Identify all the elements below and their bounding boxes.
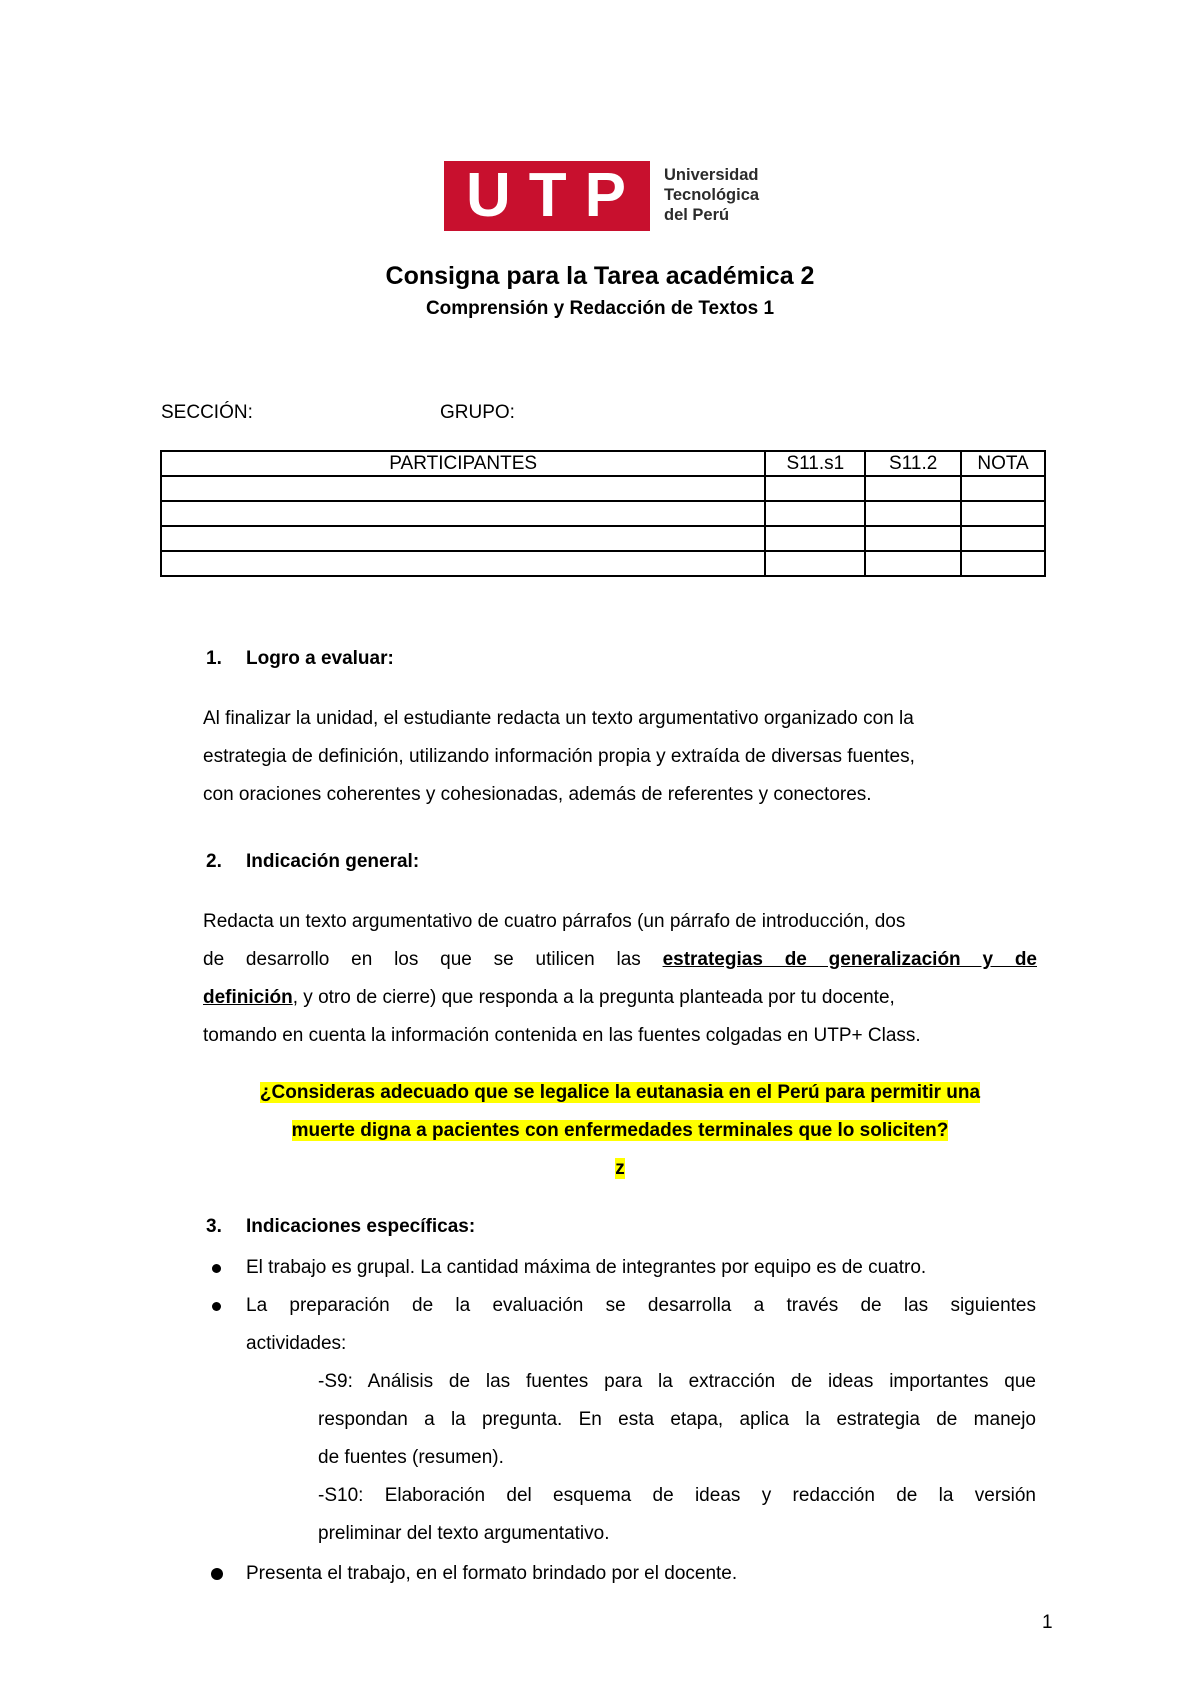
header-s11-s1: S11.s1 bbox=[765, 451, 865, 476]
section-title: Logro a evaluar: bbox=[246, 648, 394, 669]
paragraph-line bbox=[203, 941, 1037, 979]
paragraph-text: Redacta un texto argumentativo de cuatro párrafos (un párrafo de introducción, dos bbox=[203, 911, 906, 932]
header-nota: NOTA bbox=[961, 451, 1045, 476]
table-cell[interactable] bbox=[865, 526, 961, 551]
paragraph-line: con oraciones coherentes y cohesionadas, además de referentes y conectores. bbox=[203, 784, 872, 805]
logo-name-line: Tecnológica bbox=[664, 186, 760, 204]
bullet-line: La preparación de la evaluación se desarrolla a través de las siguientes bbox=[246, 1295, 1036, 1316]
section-number: 1. bbox=[206, 648, 222, 669]
paragraph-text: de desarrollo en los que se utilicen las bbox=[203, 949, 663, 970]
section-title: Indicación general: bbox=[246, 851, 420, 872]
paragraph-line: estrategia de definición, utilizando información propia y extraída de diversas fuentes, bbox=[203, 746, 915, 767]
logo-name-line: Universidad bbox=[664, 166, 759, 184]
highlighted-text: muerte digna a pacientes con enfermedades terminales que lo soliciten? bbox=[291, 1120, 949, 1141]
logo-letter-t: T bbox=[528, 161, 569, 230]
participants-table bbox=[160, 450, 1046, 577]
bullet-icon bbox=[212, 1302, 221, 1311]
bullet-item bbox=[246, 1287, 1036, 1363]
table-cell[interactable] bbox=[765, 551, 865, 576]
table-cell[interactable] bbox=[161, 476, 765, 501]
section-field-label: SECCIÓN: bbox=[161, 402, 253, 423]
paragraph-text: tomando en cuenta la información contenida en las fuentes colgadas en UTP+ Class. bbox=[203, 1025, 921, 1046]
document-title: Consigna para la Tarea académica 2 bbox=[385, 262, 815, 290]
table-cell[interactable] bbox=[961, 501, 1045, 526]
header-participants: PARTICIPANTES bbox=[161, 451, 765, 476]
group-field-label: GRUPO: bbox=[440, 402, 515, 423]
section-number: 2. bbox=[206, 851, 222, 872]
table-row bbox=[161, 476, 1045, 501]
section-2-paragraph bbox=[203, 903, 1037, 1055]
utp-logo-mark bbox=[444, 161, 650, 231]
table-header-row bbox=[161, 451, 1045, 476]
bullet-item: El trabajo es grupal. La cantidad máxima de integrantes por equipo es de cuatro. bbox=[246, 1257, 927, 1278]
question-line bbox=[0, 1074, 1200, 1112]
table-row bbox=[161, 551, 1045, 576]
section-number: 3. bbox=[206, 1216, 222, 1237]
table-cell[interactable] bbox=[865, 551, 961, 576]
table-cell[interactable] bbox=[961, 476, 1045, 501]
bullet-icon bbox=[211, 1568, 223, 1580]
bullet-item: Presenta el trabajo, en el formato brindado por el docente. bbox=[246, 1563, 738, 1584]
question-line bbox=[0, 1150, 1200, 1188]
section-title: Indicaciones específicas: bbox=[246, 1216, 476, 1237]
question-line bbox=[0, 1112, 1200, 1150]
highlighted-text: ¿Consideras adecuado que se legalice la eutanasia en el Perú para permitir una bbox=[259, 1082, 981, 1103]
table-cell[interactable] bbox=[865, 501, 961, 526]
activity-line: preliminar del texto argumentativo. bbox=[318, 1523, 610, 1544]
section-1-paragraph bbox=[203, 700, 1037, 814]
bullet-line: actividades: bbox=[246, 1333, 347, 1354]
activity-line: respondan a la pregunta. En esta etapa, aplica la estrategia de manejo bbox=[318, 1409, 1036, 1430]
document-subtitle: Comprensión y Redacción de Textos 1 bbox=[425, 298, 775, 319]
table-cell[interactable] bbox=[161, 526, 765, 551]
activity-line: -S10: Elaboración del esquema de ideas y redacción de la versión bbox=[318, 1485, 1036, 1506]
table-cell[interactable] bbox=[765, 501, 865, 526]
table-row bbox=[161, 501, 1045, 526]
table-cell[interactable] bbox=[865, 476, 961, 501]
paragraph-line bbox=[203, 1017, 1037, 1055]
question-block bbox=[0, 1074, 1200, 1188]
emphasis-text: definición bbox=[203, 987, 293, 1008]
paragraph-line bbox=[203, 979, 1037, 1017]
activity-s9 bbox=[318, 1363, 1036, 1477]
table-cell[interactable] bbox=[961, 551, 1045, 576]
activity-line: -S9: Análisis de las fuentes para la extracción de ideas importantes que bbox=[318, 1371, 1036, 1392]
utp-logo bbox=[444, 161, 764, 231]
bullet-icon bbox=[212, 1264, 221, 1273]
table-cell[interactable] bbox=[765, 476, 865, 501]
paragraph-text: , y otro de cierre) que responda a la pregunta planteada por tu docente, bbox=[292, 987, 895, 1008]
logo-university-name bbox=[664, 165, 759, 225]
table-cell[interactable] bbox=[765, 526, 865, 551]
logo-letter-u: U bbox=[465, 161, 513, 230]
paragraph-line: Al finalizar la unidad, el estudiante redacta un texto argumentativo organizado con la bbox=[203, 708, 914, 729]
header-s11-2: S11.2 bbox=[865, 451, 961, 476]
logo-name-line: del Perú bbox=[664, 206, 730, 224]
table-cell[interactable] bbox=[961, 526, 1045, 551]
table-cell[interactable] bbox=[161, 501, 765, 526]
activity-line: de fuentes (resumen). bbox=[318, 1447, 504, 1468]
table-cell[interactable] bbox=[161, 551, 765, 576]
page-number: 1 bbox=[1042, 1612, 1053, 1633]
paragraph-line bbox=[203, 903, 1037, 941]
logo-letter-p: P bbox=[584, 161, 628, 230]
table-row bbox=[161, 526, 1045, 551]
emphasis-text: estrategias de generalización y de bbox=[662, 949, 1037, 970]
activity-s10 bbox=[318, 1477, 1036, 1553]
highlighted-text: z bbox=[615, 1158, 625, 1179]
